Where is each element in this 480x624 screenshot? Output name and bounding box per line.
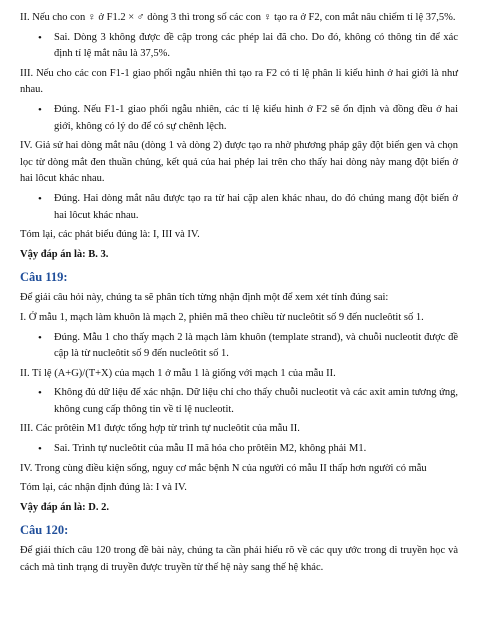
explanation-ii: • Sai. Dòng 3 không được đề cập trong các phép lai đã cho. Do đó, không có thông tin để xác định tỉ lệ mắt nâu là 37,5%.	[54, 30, 458, 63]
explanation-ii: • Không đủ dữ liệu để xác nhận. Dữ liệu chỉ cho thấy chuỗi nucleotit và các axit amin tương ứng, không cung cấp thông tin về tỉ lệ nucleotit.	[54, 385, 458, 418]
intro-120: Để giải thích câu 120 trong đề bài này, chúng ta cần phải hiểu rõ về các quy ước trong di truyền học và cách mà tình trạng di truyền được truyền từ thế hệ này sang thế hệ khác.	[20, 545, 458, 574]
statement-iv: IV. Giả sử hai dòng mắt nâu (dòng 1 và dòng 2) được tạo ra nhờ phương pháp gây đột biến gen và chọn lọc từ dòng mắt đen thuần chủng, kết quả của hai phép lai trên cho thấy hai dòng này mang đột biến ở hai lôcut khác nhau.	[20, 140, 458, 185]
statement-ii: II. Nếu cho con ♀ ở F1.2 × ♂ dòng 3 thì trong số các con ♀ tạo ra ở F2, con mắt nâu chiếm tỉ lệ 37,5%.	[20, 12, 456, 23]
question-heading-119: Câu 119:	[20, 270, 68, 285]
answer: Vậy đáp án là: B. 3.	[20, 248, 109, 260]
question-heading-120: Câu 120:	[20, 523, 69, 538]
explanation-iii: • Sai. Trình tự nucleôtit của mẫu II mã hóa cho prôtêin M2, không phải M1.	[54, 441, 458, 458]
explanation-list	[20, 30, 458, 63]
summary: Tóm lại, các nhận định đúng là: I và IV.	[20, 482, 187, 494]
explanation-list	[20, 102, 458, 135]
explanation-i: • Đúng. Mẫu 1 cho thấy mạch 2 là mạch làm khuôn (template strand), và chuỗi nucleotit được đề cập là từ nucleôtit số 9 đến nucleôtit số 1.	[54, 330, 458, 363]
explanation-list	[20, 330, 458, 363]
intro-119: Để giải câu hỏi này, chúng ta sẽ phân tích từng nhận định một để xem xét tính đúng sai:	[20, 292, 389, 304]
explanation-list	[20, 385, 458, 418]
explanation-list	[20, 191, 458, 224]
statement-iii: III. Nếu cho các con F1-1 giao phối ngẫu nhiên thì tạo ra F2 có tỉ lệ phân li kiểu hình ở hai giới là như nhau.	[20, 67, 458, 96]
explanation-iv: • Đúng. Hai dòng mắt nâu được tạo ra từ hai cặp alen khác nhau, do đó chúng mang đột biến ở hai lôcut khác nhau.	[54, 191, 458, 224]
claim-iv: IV. Trong cùng điều kiện sống, nguy cơ mắc bệnh N của người có mẫu II thấp hơn người có mẫu	[20, 462, 427, 474]
summary: Tóm lại, các phát biểu đúng là: I, III và IV.	[20, 229, 200, 241]
answer: Vậy đáp án là: D. 2.	[20, 501, 109, 513]
explanation-list	[20, 441, 458, 458]
claim-ii: II. Tỉ lệ (A+G)/(T+X) của mạch 1 ở mẫu 1 là giống với mạch 1 của mẫu II.	[20, 367, 336, 379]
claim-i: I. Ở mẫu 1, mạch làm khuôn là mạch 2, phiên mã theo chiều từ nucleôtit số 9 đến nucleôtit số 1.	[20, 311, 424, 323]
claim-iii: III. Các prôtêin M1 được tổng hợp từ trình tự nucleôtit của mẫu II.	[20, 423, 300, 435]
explanation-iii: • Đúng. Nếu F1-1 giao phối ngẫu nhiên, các tỉ lệ kiểu hình ở F2 sẽ ổn định và đồng đều ở hai giới, không có lý do để có sự chênh lệch.	[54, 102, 458, 135]
